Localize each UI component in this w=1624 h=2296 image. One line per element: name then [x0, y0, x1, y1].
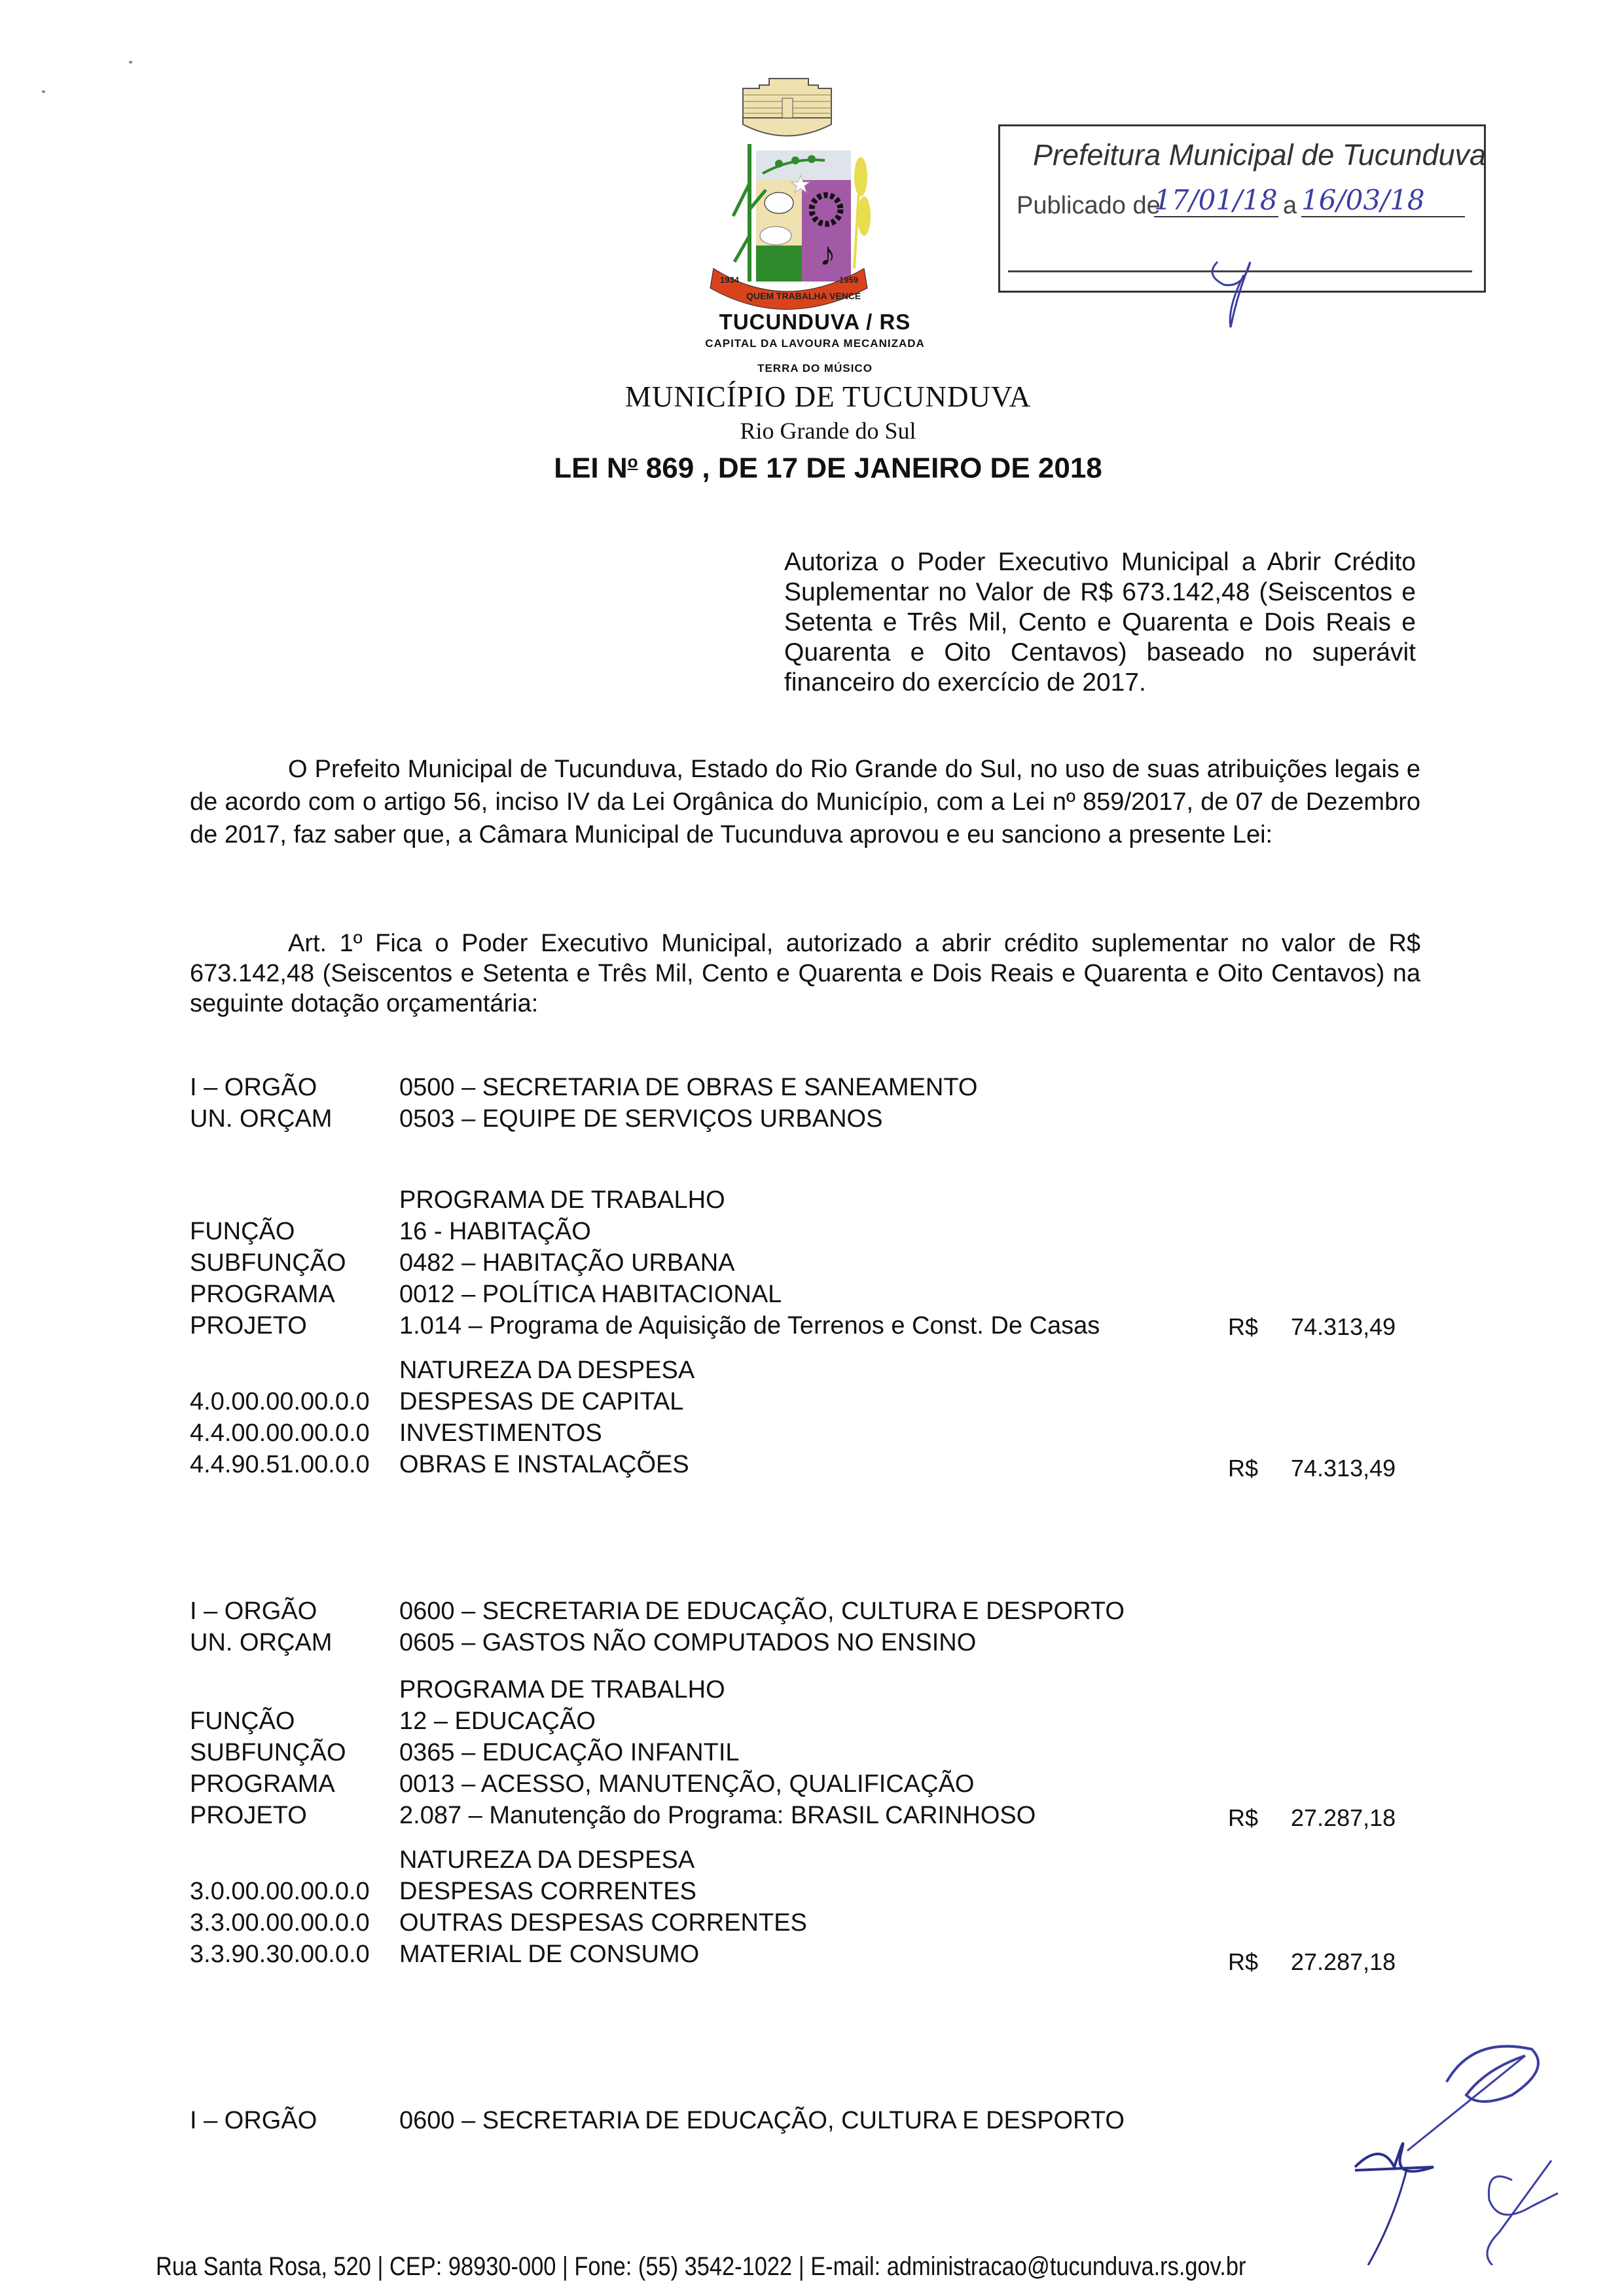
city-line: TUCUNDUVA / RS: [719, 310, 911, 334]
subfuncao-label: SUBFUNÇÃO: [190, 1249, 346, 1277]
funcao-value: 16 - HABITAÇÃO: [399, 1218, 591, 1245]
law-title-rest: 869 , DE 17 DE JANEIRO DE 2018: [638, 452, 1102, 484]
stamp-published-label: Publicado de: [1017, 192, 1161, 219]
projeto-value: 2.087 – Manutenção do Programa: BRASIL CARINHOSO: [399, 1802, 1036, 1829]
programa-trabalho-heading: PROGRAMA DE TRABALHO: [399, 1186, 725, 1214]
natureza-amount: 74.313,49: [1291, 1455, 1396, 1482]
natureza-currency: R$: [1228, 1948, 1259, 1975]
funcao-label: FUNÇÃO: [190, 1707, 295, 1735]
stamp-title: Prefeitura Municipal de Tucunduva: [1033, 138, 1487, 172]
subfuncao-value: 0365 – EDUCAÇÃO INFANTIL: [399, 1739, 740, 1766]
projeto-amount: 27.287,18: [1291, 1804, 1396, 1831]
natureza-code: 4.0.00.00.00.0.0: [190, 1388, 370, 1415]
svg-text:♪: ♪: [820, 236, 836, 272]
projeto-amount: 74.313,49: [1291, 1313, 1396, 1340]
crest-motto: QUEM TRABALHA VENCE: [746, 291, 861, 301]
law-summary: Autoriza o Poder Executivo Municipal a Abrir Crédito Suplementar no Valor de R$ 673.142,48 (Seiscentos e Setenta e Três Mil, Cento e Quarenta e Dois Reais e Quarenta e Oito Centavos) baseado no superávit financeiro do exercício de 2017.: [784, 548, 1416, 697]
orgao-value: 0600 – SECRETARIA DE EDUCAÇÃO, CULTURA E DESPORTO: [399, 2107, 1125, 2134]
natureza-code: 3.3.90.30.00.0.0: [190, 1941, 370, 1968]
orgao-label: I – ORGÃO: [190, 1597, 317, 1625]
programa-label: PROGRAMA: [190, 1770, 335, 1798]
orgao-value: 0600 – SECRETARIA DE EDUCAÇÃO, CULTURA E DESPORTO: [399, 1597, 1125, 1625]
law-title: [419, 452, 1237, 485]
funcao-label: FUNÇÃO: [190, 1218, 295, 1245]
crest-year-left: 1934: [720, 275, 739, 285]
unidade-value: 0605 – GASTOS NÃO COMPUTADOS NO ENSINO: [399, 1629, 977, 1656]
orgao-label: I – ORGÃO: [190, 2107, 317, 2134]
scan-speck: [42, 90, 45, 93]
natureza-desc: OBRAS E INSTALAÇÕES: [399, 1451, 689, 1478]
natureza-heading: NATUREZA DA DESPESA: [399, 1846, 695, 1874]
preamble: O Prefeito Municipal de Tucunduva, Estado do Rio Grande do Sul, no uso de suas atribuições legais e de acordo com o artigo 56, inciso IV da Lei Orgânica do Município, com a Lei nº 859/2017, de 07 de Dezembro de 2017, faz saber que, a Câmara Municipal de Tucunduva aprovou e eu sanciono a presente Lei:: [190, 756, 1420, 848]
stamp-connector: a: [1283, 192, 1297, 219]
crest-year-right: 1959: [839, 275, 858, 285]
municipal-coat-of-arms: [694, 72, 877, 314]
projeto-currency: R$: [1228, 1804, 1259, 1831]
natureza-code: 4.4.90.51.00.0.0: [190, 1451, 370, 1478]
orgao-value: 0500 – SECRETARIA DE OBRAS E SANEAMENTO: [399, 1074, 978, 1101]
state-name: Rio Grande do Sul: [740, 418, 916, 444]
slogan-1: CAPITAL DA LAVOURA MECANIZADA: [705, 337, 925, 350]
footer-contact: Rua Santa Rosa, 520 | CEP: 98930-000 | Fone: (55) 3542-1022 | E-mail: administracao@tucunduva.rs.gov.br: [156, 2252, 1246, 2281]
stamp-date-to: 16/03/18: [1301, 184, 1465, 217]
projeto-label: PROJETO: [190, 1802, 307, 1829]
natureza-code: 3.3.00.00.00.0.0: [190, 1909, 370, 1937]
natureza-desc: DESPESAS DE CAPITAL: [399, 1388, 684, 1415]
natureza-desc: MATERIAL DE CONSUMO: [399, 1941, 700, 1968]
projeto-value: 1.014 – Programa de Aquisição de Terrenos e Const. De Casas: [399, 1312, 1100, 1339]
natureza-code: 4.4.00.00.00.0.0: [190, 1419, 370, 1447]
subfuncao-value: 0482 – HABITAÇÃO URBANA: [399, 1249, 735, 1277]
unidade-label: UN. ORÇAM: [190, 1105, 333, 1133]
slogan-2: TERRA DO MÚSICO: [757, 362, 873, 374]
natureza-desc: DESPESAS CORRENTES: [399, 1878, 696, 1905]
subfuncao-label: SUBFUNÇÃO: [190, 1739, 346, 1766]
natureza-desc: OUTRAS DESPESAS CORRENTES: [399, 1909, 807, 1937]
projeto-currency: R$: [1228, 1313, 1259, 1340]
programa-value: 0013 – ACESSO, MANUTENÇÃO, QUALIFICAÇÃO: [399, 1770, 975, 1798]
law-title-ordinal: o: [627, 452, 638, 471]
projeto-label: PROJETO: [190, 1312, 307, 1339]
handwritten-signatures: [1316, 2010, 1591, 2265]
scan-speck: [129, 61, 132, 64]
natureza-heading: NATUREZA DA DESPESA: [399, 1357, 695, 1384]
natureza-currency: R$: [1228, 1455, 1259, 1482]
stamp-date-from: 17/01/18: [1154, 184, 1278, 216]
article-1: Art. 1º Fica o Poder Executivo Municipal, autorizado a abrir crédito suplementar no valor de R$ 673.142,48 (Seiscentos e Setenta e Três Mil, Cento e Quarenta e Dois Reais e Quarenta e Oito Centavos) na seguinte dotação orçamentária:: [190, 930, 1420, 1017]
municipality-name: MUNICÍPIO DE TUCUNDUVA: [624, 380, 1032, 413]
programa-trabalho-heading: PROGRAMA DE TRABALHO: [399, 1676, 725, 1704]
law-title-prefix: LEI N: [554, 452, 628, 484]
natureza-code: 3.0.00.00.00.0.0: [190, 1878, 370, 1905]
stamp-signature: [1198, 236, 1283, 334]
unidade-label: UN. ORÇAM: [190, 1629, 333, 1656]
unidade-value: 0503 – EQUIPE DE SERVIÇOS URBANOS: [399, 1105, 883, 1133]
orgao-label: I – ORGÃO: [190, 1074, 317, 1101]
programa-label: PROGRAMA: [190, 1281, 335, 1308]
natureza-desc: INVESTIMENTOS: [399, 1419, 602, 1447]
funcao-value: 12 – EDUCAÇÃO: [399, 1707, 596, 1735]
programa-value: 0012 – POLÍTICA HABITACIONAL: [399, 1281, 782, 1308]
natureza-amount: 27.287,18: [1291, 1948, 1396, 1975]
